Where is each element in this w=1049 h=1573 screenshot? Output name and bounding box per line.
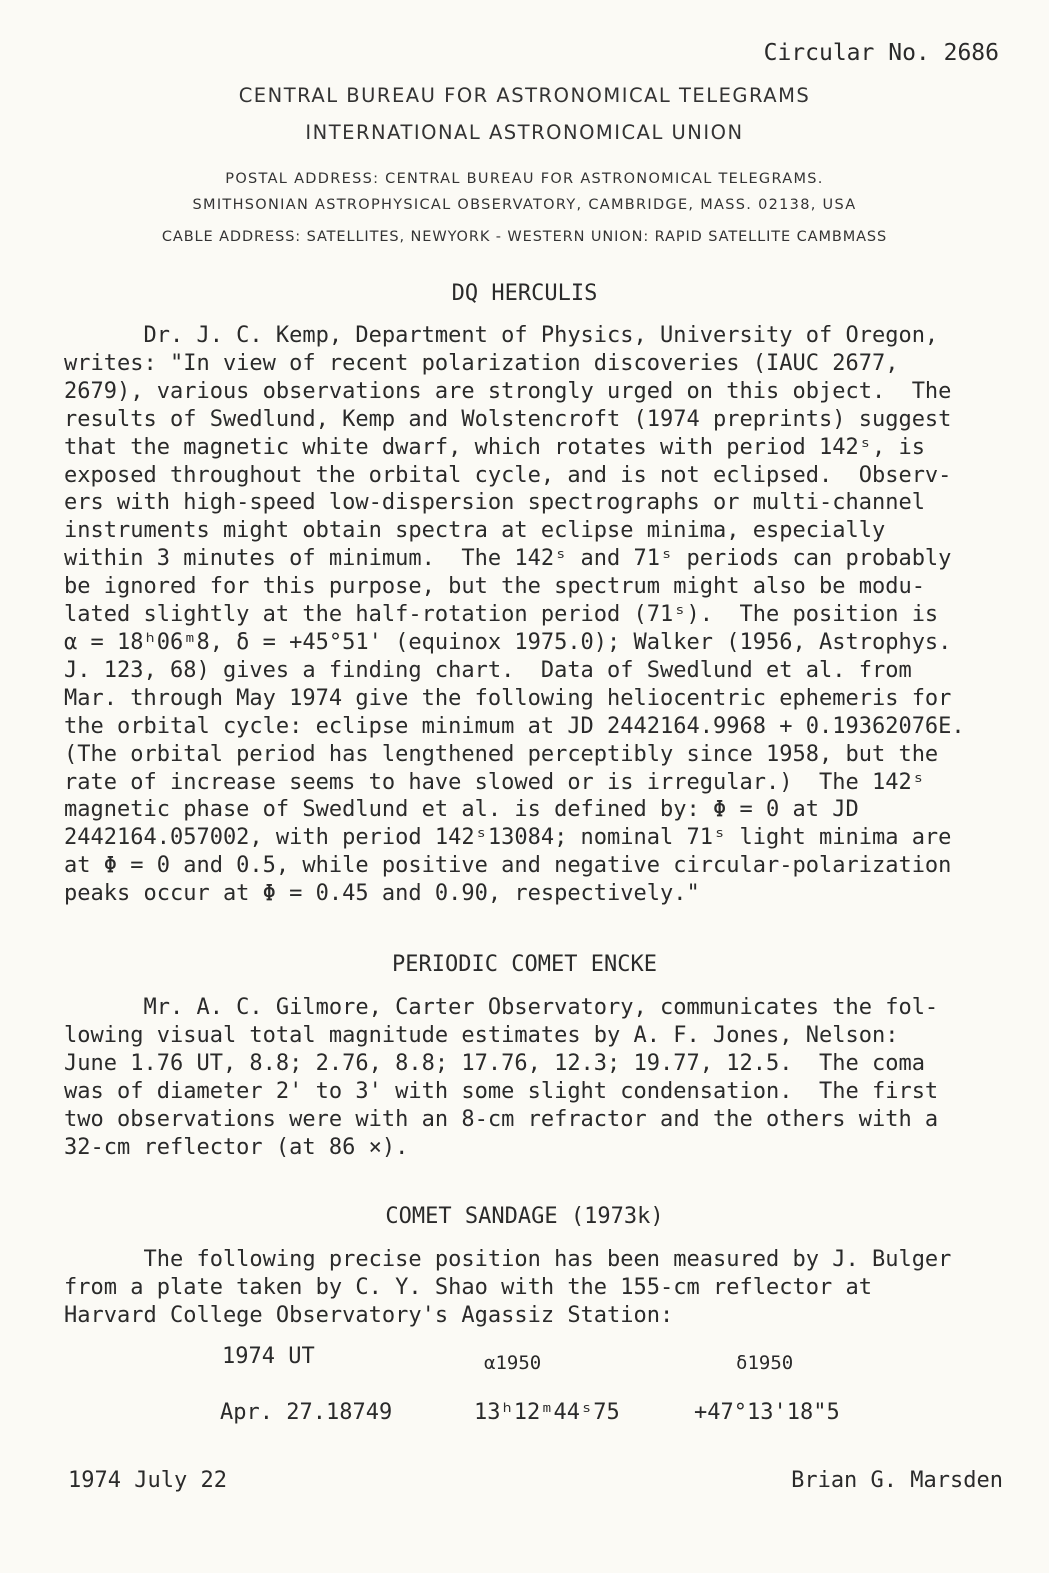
text-line: be ignored for this purpose, but the spectrum might also be modu- (64, 574, 925, 600)
header-observatory-address: SMITHSONIAN ASTROPHYSICAL OBSERVATORY, CAMBRIDGE, MASS. 02138, USA (192, 197, 857, 213)
text-line: Dr. J. C. Kemp, Department of Physics, University of Oregon, (64, 323, 939, 348)
header-cable-address: CABLE ADDRESS: SATELLITES, NEWYORK - WESTERN UNION: RAPID SATELLITE CAMBMASS (161, 229, 888, 245)
text-line: instruments might obtain spectra at eclipse minima, especially (64, 518, 886, 544)
section-body-comet-sandage (64, 1246, 1024, 1330)
text-line: The following precise position has been measured by J. Bulger (64, 1247, 952, 1272)
text-line: 2442164.057002, with period 142ˢ13084; nominal 71ˢ light minima are (64, 825, 952, 851)
text-line: J. 123, 68) gives a finding chart. Data of Swedlund et al. from (64, 657, 912, 683)
text-line: magnetic phase of Swedlund et al. is defined by: Φ = 0 at JD (64, 797, 859, 823)
text-line: within 3 minutes of minimum. The 142ˢ and 71ˢ periods can probably (64, 546, 952, 572)
text-line: was of diameter 2' to 3' with some slight condensation. The first (64, 1078, 939, 1104)
text-line: α = 18ʰ06ᵐ8, δ = +45°51' (equinox 1975.0); Walker (1956, Astrophys. (64, 629, 952, 655)
text-line: results of Swedlund, Kemp and Wolstencroft (1974 preprints) suggest (64, 406, 952, 432)
text-line: ers with high-speed low-dispersion spectrographs or multi-channel (64, 490, 925, 516)
section-title-comet-sandage: COMET SANDAGE (1973k) (385, 1204, 664, 1229)
circular-number: Circular No. 2686 (763, 40, 999, 66)
text-line: rate of increase seems to have slowed or is irregular.) The 142ˢ (64, 769, 925, 795)
table-header-time: 1974 UT (222, 1344, 315, 1369)
text-line: Mr. A. C. Gilmore, Carter Observatory, communicates the fol- (64, 995, 939, 1020)
section-title-dq-herculis: DQ HERCULIS (451, 281, 598, 306)
section-body-comet-encke (64, 994, 1024, 1161)
section-body-dq-herculis (64, 322, 1024, 908)
text-line: the orbital cycle: eclipse minimum at JD 2442164.9968 + 0.19362076E. (64, 713, 965, 739)
text-line: Mar. through May 1974 give the following heliocentric ephemeris for (64, 685, 952, 711)
text-line: writes: "In view of recent polarization discoveries (IAUC 2677, (64, 350, 899, 376)
text-line: that the magnetic white dwarf, which rotates with period 142ˢ, is (64, 434, 925, 460)
text-line: exposed throughout the orbital cycle, and is not eclipsed. Observ- (64, 462, 952, 488)
header-union: INTERNATIONAL ASTRONOMICAL UNION (305, 121, 744, 144)
table-header-ra: α1950 (484, 1352, 542, 1374)
text-line: lated slightly at the half-rotation period (71ˢ). The position is (64, 602, 939, 628)
text-line: Harvard College Observatory's Agassiz Station: (64, 1302, 674, 1328)
text-line: two observations were with an 8-cm refractor and the others with a (64, 1106, 939, 1132)
text-line: 2679), various observations are strongly urged on this object. The (64, 378, 952, 404)
table-cell-ra: 13ʰ12ᵐ44ˢ75 (474, 1400, 620, 1425)
text-line: from a plate taken by C. Y. Shao with the 155-cm reflector at (64, 1274, 872, 1300)
text-line: June 1.76 UT, 8.8; 2.76, 8.8; 17.76, 12.3; 19.77, 12.5. The coma (64, 1050, 925, 1076)
header-postal-address: POSTAL ADDRESS: CENTRAL BUREAU FOR ASTRONOMICAL TELEGRAMS. (225, 171, 824, 187)
table-cell-dec: +47°13'18"5 (694, 1400, 840, 1425)
text-line: 32-cm reflector (at 86 ×). (64, 1134, 409, 1160)
section-title-comet-encke: PERIODIC COMET ENCKE (392, 952, 657, 977)
table-header-dec: δ1950 (736, 1352, 794, 1374)
text-line: lowing visual total magnitude estimates by A. F. Jones, Nelson: (64, 1022, 899, 1048)
footer-date: 1974 July 22 (68, 1468, 227, 1493)
header-bureau: CENTRAL BUREAU FOR ASTRONOMICAL TELEGRAMS (238, 84, 811, 107)
footer-author: Brian G. Marsden (791, 1468, 1003, 1493)
text-line: at Φ = 0 and 0.5, while positive and negative circular-polarization (64, 853, 952, 879)
text-line: (The orbital period has lengthened perceptibly since 1958, but the (64, 741, 939, 767)
table-cell-time: Apr. 27.18749 (220, 1400, 393, 1425)
text-line: peaks occur at Φ = 0.45 and 0.90, respectively." (64, 881, 700, 907)
